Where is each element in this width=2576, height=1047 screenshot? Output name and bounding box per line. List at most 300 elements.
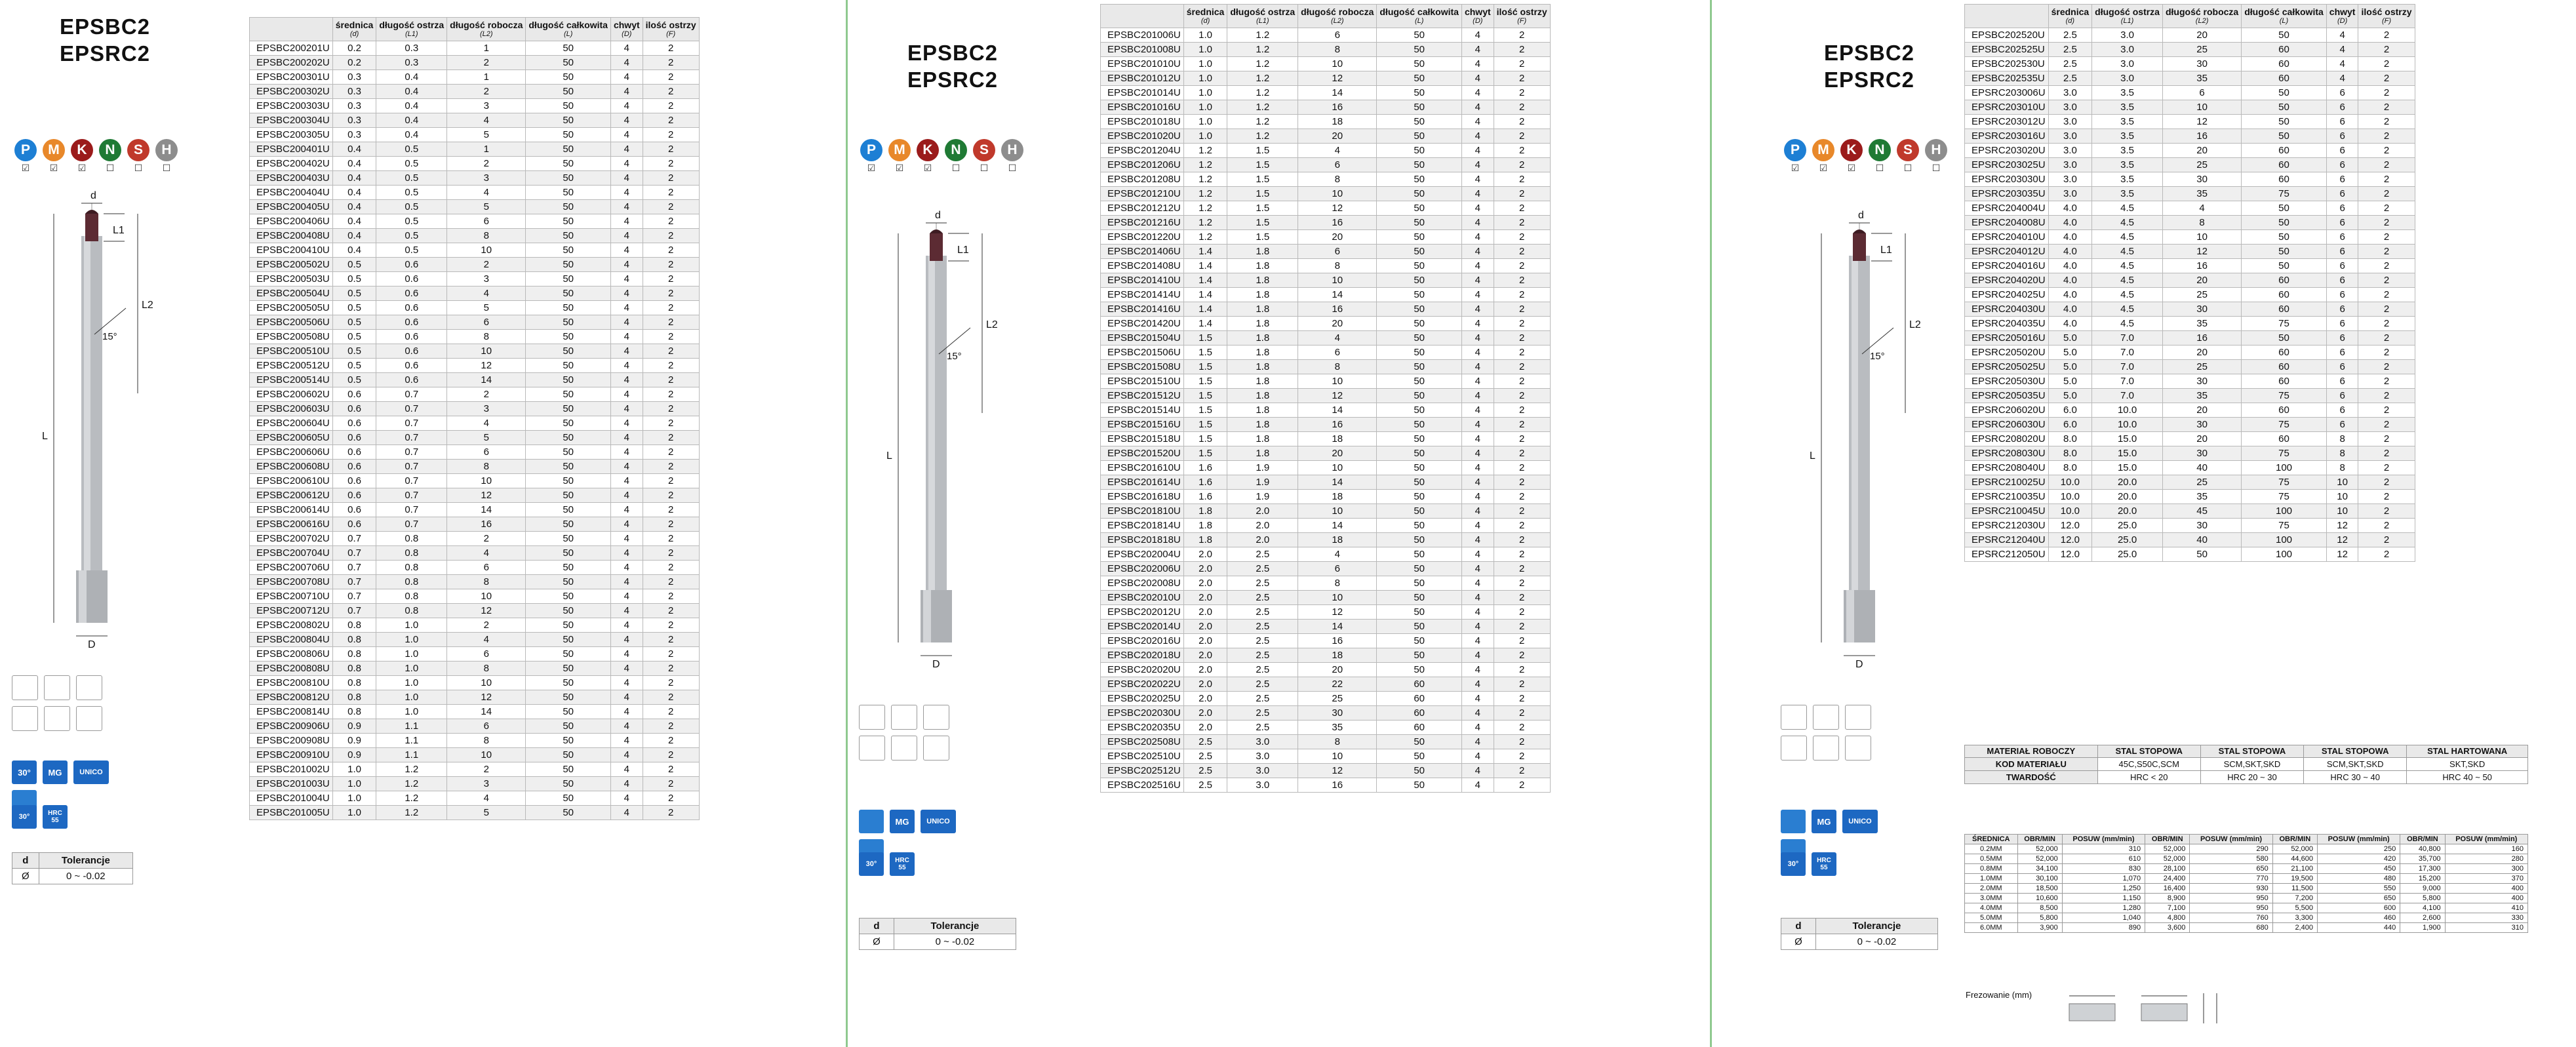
table-row: [1965, 215, 2415, 229]
cell: EPSBC201410U: [1101, 273, 1184, 287]
cell: 4: [1461, 576, 1494, 590]
cell: 0.6: [376, 329, 447, 344]
cell: 6: [1298, 244, 1377, 258]
cell: 2: [643, 560, 699, 574]
cell: 50: [526, 329, 611, 344]
cell: 2: [2358, 403, 2415, 417]
cell: 300: [2445, 864, 2527, 874]
cell: 60: [2242, 302, 2327, 316]
cell: 30: [1298, 705, 1377, 720]
cell: 5.0: [2048, 345, 2092, 359]
cell: 50: [526, 127, 611, 142]
cell: 2: [643, 690, 699, 704]
side-milling-icon: [859, 736, 885, 761]
table-row: [250, 401, 700, 416]
cell: 52,000: [2145, 854, 2190, 864]
table-row: [1101, 677, 1551, 691]
cell: 2: [1494, 258, 1550, 273]
cell: 3: [447, 776, 526, 791]
cell: 60: [2242, 71, 2327, 85]
cell: 4: [1461, 100, 1494, 114]
cell: 14: [447, 704, 526, 719]
cell: 4: [1298, 547, 1377, 561]
cell: 2: [643, 459, 699, 473]
cell: 6: [2326, 143, 2358, 157]
cell: EPSBC201514U: [1101, 403, 1184, 417]
cell: 2: [2358, 475, 2415, 489]
cell: 14: [1298, 619, 1377, 633]
cell: 50: [1377, 431, 1462, 446]
material-code: 45C,S50C,SCM: [2097, 758, 2200, 771]
speed-sub-header: POSUW (mm/min): [2062, 835, 2145, 844]
cell: EPSBC201006U: [1101, 28, 1184, 42]
cell: 4: [610, 142, 643, 156]
cell: 4: [447, 286, 526, 300]
cell: 50: [526, 459, 611, 473]
table-row: [1101, 56, 1551, 71]
cell: 2.5: [1227, 561, 1298, 576]
cell: 1.2: [1227, 100, 1298, 114]
cell: 60: [2242, 42, 2327, 56]
cell: EPSBC201016U: [1101, 100, 1184, 114]
cell: 8.0: [2048, 431, 2092, 446]
cell: 2: [1494, 114, 1550, 128]
cell: 6: [1298, 157, 1377, 172]
cell: 8: [2326, 446, 2358, 460]
cell: 4: [610, 84, 643, 98]
cell: 50: [526, 719, 611, 733]
table-row: [250, 300, 700, 315]
cell: 2: [643, 315, 699, 329]
cell: 2: [2358, 417, 2415, 431]
cell: 400: [2445, 894, 2527, 903]
cell: 2: [1494, 128, 1550, 143]
cell: 0.4: [376, 127, 447, 142]
cell: 50: [1377, 778, 1462, 792]
cell: 2: [1494, 446, 1550, 460]
cell: 0.7: [376, 444, 447, 459]
cell: 6: [447, 214, 526, 228]
cell: 50: [2242, 201, 2327, 215]
cell: EPSRC204004U: [1965, 201, 2049, 215]
cell: 6: [2326, 128, 2358, 143]
cell: 30: [2162, 417, 2241, 431]
cell: EPSBC201818U: [1101, 532, 1184, 547]
material-item: H ☐: [1925, 139, 1947, 173]
cell: 2: [2358, 316, 2415, 330]
cell: 50: [1377, 229, 1462, 244]
cell: 50: [526, 271, 611, 286]
cell: 4: [610, 300, 643, 315]
cell: 35: [2162, 489, 2241, 504]
cell: 890: [2062, 923, 2145, 933]
cell: EPSBC201012U: [1101, 71, 1184, 85]
table-row: [1101, 345, 1551, 359]
table-row: [1965, 330, 2415, 345]
cell: 2: [1494, 518, 1550, 532]
cell: 4: [1461, 28, 1494, 42]
table-row: [250, 531, 700, 545]
cell: 8,500: [2017, 903, 2062, 913]
cell: 2: [643, 762, 699, 776]
cell: 20: [1298, 662, 1377, 677]
cell: 6: [2162, 85, 2241, 100]
cell: 16: [1298, 417, 1377, 431]
cell: 15,200: [2400, 874, 2445, 884]
col-header: długość ostrza (L1): [1227, 5, 1298, 28]
table-row: [1101, 273, 1551, 287]
cell: 0.3: [376, 55, 447, 69]
cell: 2: [1494, 590, 1550, 604]
cell: EPSRC204016U: [1965, 258, 2049, 273]
cell: 4.5: [2092, 258, 2163, 273]
cell: EPSRC204012U: [1965, 244, 2049, 258]
cell: 2.5: [1183, 778, 1227, 792]
cell: 2: [643, 675, 699, 690]
cell: 4: [1461, 287, 1494, 302]
table-row: [250, 387, 700, 401]
cell: EPSRC212050U: [1965, 547, 2049, 561]
cell: 2: [2358, 56, 2415, 71]
table-row: [250, 719, 700, 733]
cell: 2: [643, 170, 699, 185]
cell: 50: [2242, 100, 2327, 114]
table-row: [1101, 417, 1551, 431]
cell: 2: [1494, 172, 1550, 186]
cell: 4: [1461, 504, 1494, 518]
cell: 2.0: [1183, 720, 1227, 734]
cell: EPSRC205020U: [1965, 345, 2049, 359]
cell: 3.5: [2092, 143, 2163, 157]
cell: 1.8: [1227, 258, 1298, 273]
table-row: [250, 185, 700, 199]
cell: 50: [1377, 42, 1462, 56]
cell: 19,500: [2272, 874, 2317, 884]
table-row: [1965, 874, 2528, 884]
material-group-1: [14, 139, 178, 173]
cell: 4: [610, 560, 643, 574]
helical-icon: [1845, 705, 1871, 730]
cell: 4: [610, 286, 643, 300]
helix-angle-badge: 30°: [12, 761, 37, 784]
cell: 6: [2326, 273, 2358, 287]
cell: 60: [1377, 705, 1462, 720]
col-header: średnica (d): [332, 18, 376, 41]
cell: 0.4: [332, 142, 376, 156]
cell: 8: [447, 228, 526, 243]
cell: 17,300: [2400, 864, 2445, 874]
cell: 1.0: [332, 776, 376, 791]
cell: 1.8: [1227, 359, 1298, 374]
cell: 290: [2190, 844, 2272, 854]
cell: 0.4: [376, 113, 447, 127]
cell: 410: [2445, 903, 2527, 913]
cell: EPSBC200404U: [250, 185, 333, 199]
cell: 1.2: [1183, 201, 1227, 215]
cell: 50: [1377, 85, 1462, 100]
cell: EPSRC203010U: [1965, 100, 2049, 114]
unico-badge: UNICO: [1842, 810, 1878, 833]
cell: EPSRC203016U: [1965, 128, 2049, 143]
cell: 6: [447, 646, 526, 661]
speed-sub-header: OBR/MIN: [2017, 835, 2062, 844]
cell: 10: [1298, 460, 1377, 475]
tool-drawing-2: [858, 197, 1080, 682]
cell: 0.3: [332, 84, 376, 98]
table-row: [250, 127, 700, 142]
cell: 15.0: [2092, 431, 2163, 446]
table-row: [1101, 143, 1551, 157]
cell: 2: [2358, 287, 2415, 302]
cell: 4: [610, 545, 643, 560]
cell: 4: [610, 98, 643, 113]
cell: EPSRC203025U: [1965, 157, 2049, 172]
cell: EPSBC202525U: [1965, 42, 2049, 56]
cell: 16: [1298, 302, 1377, 316]
cell: 6: [447, 444, 526, 459]
cell: 60: [2242, 56, 2327, 71]
table-row: [250, 416, 700, 430]
cell: 10: [2326, 489, 2358, 504]
cell: 14: [1298, 85, 1377, 100]
cell: 4.5: [2092, 273, 2163, 287]
table-row: [1101, 403, 1551, 417]
cell: 4.0: [2048, 287, 2092, 302]
cell: 50: [1377, 475, 1462, 489]
cell: 14: [447, 502, 526, 517]
cell: 2: [1494, 763, 1550, 778]
svg-text:L1: L1: [113, 225, 125, 236]
table-row: [1965, 460, 2415, 475]
cell: EPSBC200608U: [250, 459, 333, 473]
cell: 2: [2358, 215, 2415, 229]
cell: 8: [1298, 42, 1377, 56]
cell: 2: [1494, 417, 1550, 431]
cell: 1.9: [1227, 489, 1298, 504]
cell: 4: [1461, 114, 1494, 128]
cell: 2.0: [1183, 677, 1227, 691]
cell: EPSRC205025U: [1965, 359, 2049, 374]
cell: 2: [643, 271, 699, 286]
cell: 0.3: [332, 113, 376, 127]
cell: 10: [2326, 504, 2358, 518]
cell: 50: [2242, 258, 2327, 273]
table-row: [1101, 648, 1551, 662]
cell: 3.0: [1227, 749, 1298, 763]
badge-icons-1b: [12, 805, 127, 829]
cell: 4: [1461, 475, 1494, 489]
material-item: H ☐: [155, 139, 178, 173]
cell: 1.9: [1227, 475, 1298, 489]
cell: 6: [2326, 345, 2358, 359]
cell: 2: [1494, 504, 1550, 518]
cell: 1.0MM: [1965, 874, 2018, 884]
table-row: [250, 791, 700, 805]
table-row: [250, 646, 700, 661]
table-row: [1101, 504, 1551, 518]
cell: 4: [610, 55, 643, 69]
cell: 2.0: [1183, 604, 1227, 619]
cell: 10: [2326, 475, 2358, 489]
cell: 0.6: [376, 286, 447, 300]
cell: 0.8: [332, 618, 376, 632]
cell: 2: [643, 69, 699, 84]
cell: 12: [447, 488, 526, 502]
pocket-icon: [1813, 736, 1839, 761]
cell: EPSBC200201U: [250, 41, 333, 55]
cell: 20.0: [2092, 489, 2163, 504]
cell: 4: [1461, 42, 1494, 56]
table-row: [250, 675, 700, 690]
cell: 2: [643, 401, 699, 416]
col-header: ilość ostrzy (F): [1494, 5, 1550, 28]
cell: 5.0: [2048, 388, 2092, 403]
cell: 2: [2358, 114, 2415, 128]
cell: 2: [1494, 691, 1550, 705]
cell: 50: [1377, 28, 1462, 42]
cell: 4: [610, 690, 643, 704]
cell: 250: [2317, 844, 2400, 854]
cell: 4.5: [2092, 244, 2163, 258]
cell: EPSBC201408U: [1101, 258, 1184, 273]
cell: 2.0: [1183, 561, 1227, 576]
cell: 1.0: [376, 704, 447, 719]
cell: 4: [2162, 201, 2241, 215]
table-row: [250, 545, 700, 560]
cell: 4.5: [2092, 201, 2163, 215]
unico-badge: UNICO: [921, 810, 956, 833]
cell: 0.3: [376, 41, 447, 55]
cell: 2: [447, 55, 526, 69]
cell: 6: [2326, 157, 2358, 172]
cell: 50: [1377, 576, 1462, 590]
table-row: [1101, 604, 1551, 619]
hardness-value: HRC 20 ~ 30: [2200, 771, 2303, 784]
cell: EPSBC202006U: [1101, 561, 1184, 576]
table-row: [250, 69, 700, 84]
cell: 75: [2242, 446, 2327, 460]
cell: EPSBC201512U: [1101, 388, 1184, 403]
cell: 2.5: [2048, 56, 2092, 71]
cell: 4: [610, 632, 643, 646]
cell: 50: [526, 646, 611, 661]
cell: 4: [610, 41, 643, 55]
table-row: [250, 344, 700, 358]
cell: EPSBC201206U: [1101, 157, 1184, 172]
cell: EPSBC201216U: [1101, 215, 1184, 229]
cell: 4: [1461, 128, 1494, 143]
cell: 40: [2162, 532, 2241, 547]
cell: 50: [526, 733, 611, 747]
cell: 50: [526, 199, 611, 214]
cell: 2: [643, 618, 699, 632]
cell: 50: [1377, 590, 1462, 604]
cell: 2: [1494, 56, 1550, 71]
cell: 10: [1298, 590, 1377, 604]
cell: 1.9: [1227, 460, 1298, 475]
cell: EPSRC204010U: [1965, 229, 2049, 244]
cell: 16: [1298, 633, 1377, 648]
cell: 40,800: [2400, 844, 2445, 854]
cell: 4: [1461, 518, 1494, 532]
cell: 12: [2162, 114, 2241, 128]
cell: 2: [1494, 345, 1550, 359]
table-row: [250, 618, 700, 632]
cell: EPSBC200403U: [250, 170, 333, 185]
mg-coating-badge: MG: [43, 761, 68, 784]
table-row: [250, 517, 700, 531]
cell: 2.5: [1227, 590, 1298, 604]
cell: 3.5: [2092, 100, 2163, 114]
svg-text:D: D: [88, 639, 96, 650]
cell: 3,300: [2272, 913, 2317, 923]
cell: EPSBC202030U: [1101, 705, 1184, 720]
cell: EPSBC200505U: [250, 300, 333, 315]
cell: 5.0MM: [1965, 913, 2018, 923]
cell: 4: [610, 618, 643, 632]
svg-text:d: d: [935, 210, 941, 221]
table-row: [1101, 532, 1551, 547]
panel-3: [1715, 0, 2576, 1047]
cell: 2: [643, 502, 699, 517]
feature-icons-1: [12, 675, 127, 731]
table-row: [1965, 446, 2415, 460]
material-item: S ☐: [1897, 139, 1919, 173]
cell: 52,000: [2272, 844, 2317, 854]
cell: 2: [1494, 576, 1550, 590]
cell: 2: [1494, 388, 1550, 403]
cell: 5: [447, 300, 526, 315]
cell: EPSBC202022U: [1101, 677, 1184, 691]
title-line-2c: EPSRC2: [1823, 68, 1915, 92]
cell: 2: [2358, 273, 2415, 287]
cell: 52,000: [2017, 854, 2062, 864]
svg-text:L: L: [886, 450, 892, 462]
cell: 75: [2242, 186, 2327, 201]
cell: 6: [2326, 85, 2358, 100]
cell: 2: [447, 762, 526, 776]
table-row: [1965, 244, 2415, 258]
cell: 0.6: [376, 358, 447, 372]
cell: 50: [526, 574, 611, 589]
cell: 2: [643, 156, 699, 170]
cell: 4: [447, 791, 526, 805]
cell: 0.7: [376, 416, 447, 430]
cell: EPSBC200704U: [250, 545, 333, 560]
panel-title-1: [20, 13, 190, 68]
cell: 60: [2242, 157, 2327, 172]
cell: 2: [447, 156, 526, 170]
cell: 2: [1494, 662, 1550, 677]
cell: 4.5: [2092, 215, 2163, 229]
ramping-icon: [1813, 705, 1839, 730]
cell: 50: [1377, 648, 1462, 662]
cell: 1.5: [1227, 201, 1298, 215]
cell: 20: [1298, 446, 1377, 460]
cell: 18: [1298, 648, 1377, 662]
badge-icons-3b: [1781, 852, 1896, 876]
cell: 2: [643, 300, 699, 315]
cell: 14: [1298, 287, 1377, 302]
cell: 60: [2242, 403, 2327, 417]
cell: 4.5: [2092, 316, 2163, 330]
cell: 4: [610, 69, 643, 84]
table-row: [250, 444, 700, 459]
cell: EPSBC200810U: [250, 675, 333, 690]
cell: 2: [1494, 778, 1550, 792]
cell: 6: [2326, 100, 2358, 114]
cell: 10: [2162, 229, 2241, 244]
